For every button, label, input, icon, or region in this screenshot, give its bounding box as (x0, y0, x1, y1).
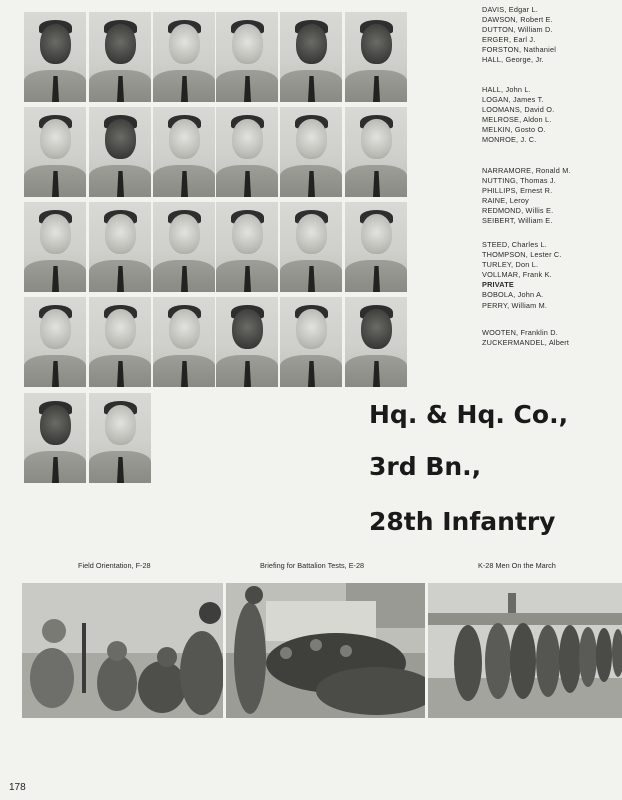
portrait-photo (153, 202, 215, 292)
caption-briefing: Briefing for Battalion Tests, E-28 (260, 561, 365, 570)
name-entry: WOOTEN, Franklin D. (482, 328, 558, 337)
portrait-photo (345, 297, 407, 387)
name-entry: THOMPSON, Lester C. (482, 250, 562, 260)
portrait-photo (24, 107, 86, 197)
rank-label: PRIVATE (482, 280, 514, 290)
photo-briefing (226, 583, 425, 718)
portrait-photo (280, 12, 342, 102)
name-entry: NARRAMORE, Ronald M. (482, 166, 571, 175)
name-group-5 (482, 328, 569, 348)
portrait-photo (89, 107, 151, 197)
name-entry: PERRY, William M. (482, 300, 548, 310)
unit-title-line-1: Hq. & Hq. Co., (369, 400, 569, 429)
portrait-photo (216, 297, 278, 387)
name-entry: STEED, Charles L. (482, 240, 548, 249)
portrait-photo (24, 12, 86, 102)
name-entry: ZUCKERMANDEL, Albert (482, 338, 570, 348)
photo-march (428, 583, 622, 718)
name-group-4 (482, 240, 562, 311)
page-number: 178 (9, 782, 26, 793)
portrait-photo (280, 107, 342, 197)
portrait-photo (24, 393, 86, 483)
name-entry: SEIBERT, William E. (482, 216, 553, 226)
name-group-3 (482, 166, 571, 227)
portrait-photo (89, 297, 151, 387)
portrait-photo (280, 202, 342, 292)
name-entry: DUTTON, William D. (482, 25, 553, 35)
portrait-photo (216, 12, 278, 102)
name-entry: FORSTON, Nathaniel (482, 45, 557, 55)
name-entry: PHILLIPS, Ernest R. (482, 186, 553, 196)
name-group-1 (482, 5, 556, 66)
name-entry: LOOMANS, David O. (482, 105, 555, 115)
portrait-photo (216, 202, 278, 292)
name-entry: REDMOND, Willis E. (482, 206, 554, 216)
portrait-photo (345, 107, 407, 197)
name-entry: ERGER, Earl J. (482, 35, 536, 45)
name-entry: DAWSON, Robert E. (482, 15, 553, 25)
portrait-photo (89, 12, 151, 102)
portrait-photo (24, 297, 86, 387)
portrait-photo (153, 12, 215, 102)
portrait-photo (345, 12, 407, 102)
name-entry: DAVIS, Edgar L. (482, 5, 538, 14)
name-group-2 (482, 85, 554, 146)
portrait-photo (89, 393, 151, 483)
name-entry: HALL, John L. (482, 85, 531, 94)
caption-march: K-28 Men On the March (478, 561, 556, 570)
portrait-photo (89, 202, 151, 292)
portrait-photo (153, 297, 215, 387)
name-entry: NUTTING, Thomas J. (482, 176, 557, 186)
name-entry: LOGAN, James T. (482, 95, 544, 105)
name-entry: RAINE, Leroy (482, 196, 530, 206)
portrait-photo (24, 202, 86, 292)
portrait-photo (153, 107, 215, 197)
photo-field-orientation (22, 583, 223, 718)
unit-title-line-3: 28th Infantry (369, 507, 556, 536)
name-entry: MELKIN, Gosto O. (482, 125, 546, 135)
unit-title-line-2: 3rd Bn., (369, 452, 482, 481)
portrait-photo (345, 202, 407, 292)
name-entry: MELROSE, Aldon L. (482, 115, 552, 125)
name-entry: HALL, George, Jr. (482, 55, 544, 65)
name-entry: VOLLMAR, Frank K. (482, 270, 552, 280)
portrait-photo (280, 297, 342, 387)
name-entry: TURLEY, Don L. (482, 260, 539, 270)
name-entry: MONROE, J. C. (482, 135, 537, 145)
name-entry: BOBOLA, John A. (482, 290, 544, 300)
portrait-photo (216, 107, 278, 197)
caption-field-orientation: Field Orientation, F-28 (78, 561, 151, 570)
